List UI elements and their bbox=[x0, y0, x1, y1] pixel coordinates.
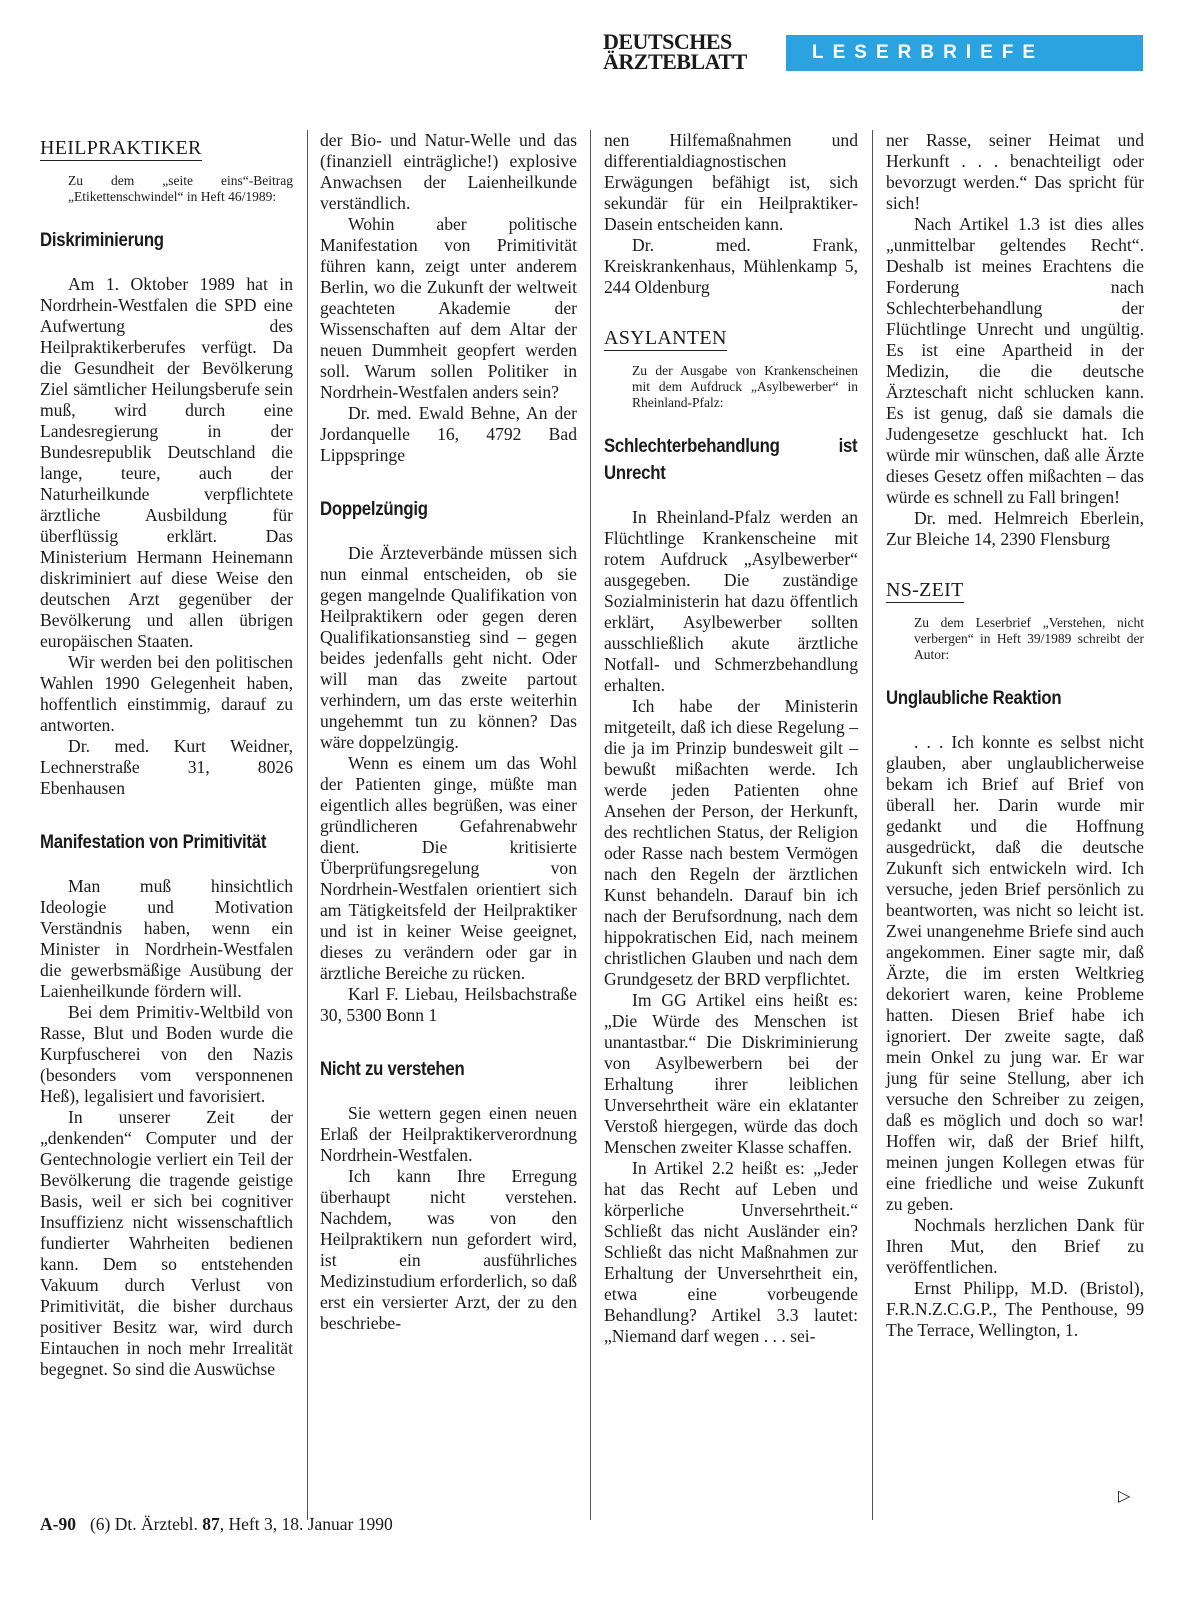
continue-arrow-icon: ▷ bbox=[1118, 1488, 1131, 1505]
letter-paragraph: Wohin aber politische Manifestation von Primitivität führen kann, zeigt unter anderem Berlin, wo die Zukunft der weltweit geachteten Akademie der Wissenschaften auf dem Altar der neuen Dummheit geopfert werden soll. Warum sollen Politiker in Nordrhein-Westfalen anders sein? bbox=[320, 214, 577, 402]
topic-intro: Zu dem Leserbrief „Verstehen, nicht verbergen“ in Heft 39/1989 schreibt der Autor: bbox=[914, 615, 1144, 662]
letter-headline: Schlechterbehandlung ist Unrecht bbox=[604, 435, 858, 484]
letter-paragraph: Wenn es einem um das Wohl der Patienten ginge, müßte man eigentlich alles begrüßen, was einer gründlicheren Gefahrenabwehr dient. Die kritisierte Überprüfungsregelung von Nordrhein-Westfalen orientiert sich am Tätigkeitsfeld der Heilpraktiker und ist in keiner Weise geeignet, dieses zu verändern oder gar in ärztliche Bereiche zu rücken. bbox=[320, 753, 577, 983]
letter-paragraph: Sie wettern gegen einen neuen Erlaß der Heilpraktikerverordnung Nordrhein-Westfalen. bbox=[320, 1103, 577, 1165]
masthead-line2: ÄRZTEBLATT bbox=[603, 49, 747, 74]
letter-paragraph: Im GG Artikel eins heißt es: „Die Würde des Menschen ist unantastbar.“ Die Diskriminierung von Asylbewerbern bei der Erhaltung ihrer leiblichen Unversehrtheit wäre ein eklatanter Verstoß hiergegen, würde das doch Menschen zweiter Klasse schaffen. bbox=[604, 990, 858, 1157]
letter-paragraph: Ich habe der Ministerin mitgeteilt, daß ich diese Regelung – die ja im Prinzip bundesweit gilt – bewußt mißachten werde. Ich werde jeden Patienten ohne Ansehen der Person, der Herkunft, des rechtlichen Status, der Religion oder Rasse nach bestem Vermögen nach den Regeln der ärztlichen Kunst behandeln. Darauf bin ich nach der Berufsordnung, nach dem hippokratischen Eid, nach meinem christlichen Glauben und nach dem Grundgesetz der BRD verpflichtet. bbox=[604, 696, 858, 989]
footer-citation: (6) Dt. Ärztebl. bbox=[89, 1514, 198, 1534]
letter-paragraph: Wir werden bei den politischen Wahlen 1990 Gelegenheit haben, hoffentlich einstimmig, darauf zu antworten. bbox=[40, 652, 293, 735]
letter-paragraph: Am 1. Oktober 1989 hat in Nordrhein-Westfalen die SPD eine Aufwertung des Heilpraktikerberufes verfügt. Da die Gesundheit der Bevölkerung Ziel sämtlicher Heilungsberufe sein muß, wird durch eine Landesregierung in der Bundesrepublik Deutschland die lange, teure, auch der Naturheilkunde verpflichtete ärztliche Ausbildung für überflüssig erklärt. Das Ministerium Hermann Heinemann diskriminiert auf diese Weise den deutschen Arzt gegenüber der Bevölkerung und allen übrigen europäischen Staaten. bbox=[40, 274, 293, 651]
letter-signature: Dr. med. Ewald Behne, An der Jordanquelle 16, 4792 Bad Lippspringe bbox=[320, 403, 577, 465]
letter-paragraph: nen Hilfemaßnahmen und differentialdiagnostischen Erwägungen befähigt ist, sich sekundär für ein Heilpraktiker-Dasein entscheiden kann. bbox=[604, 130, 858, 234]
column-divider bbox=[872, 130, 873, 1520]
journal-masthead bbox=[603, 29, 778, 74]
column-4 bbox=[886, 130, 1144, 1341]
column-3 bbox=[604, 130, 858, 1347]
letter-signature: Dr. med. Frank, Kreiskrankenhaus, Mühlenkamp 5, 244 Oldenburg bbox=[604, 235, 858, 297]
letter-headline: Manifestation von Primitivität bbox=[40, 831, 267, 853]
letter-headline: Doppelzüngig bbox=[320, 498, 428, 520]
letter-signature: Ernst Philipp, M.D. (Bristol), F.R.N.Z.C.G.P., The Penthouse, 99 The Terrace, Wellington, 1. bbox=[886, 1278, 1144, 1340]
topic-heading: NS-ZEIT bbox=[886, 579, 964, 601]
topic-intro: Zu der Ausgabe von Krankenscheinen mit dem Aufdruck „Asylbewerber“ in Rheinland-Pfalz: bbox=[632, 363, 858, 410]
letter-headline: Unglaubliche Reaktion bbox=[886, 687, 1062, 709]
letter-paragraph: In Rheinland-Pfalz werden an Flüchtlinge Krankenscheine mit rotem Aufdruck „Asylbewerber“ ausgegeben. Die zuständige Sozialministerin hat dazu öffentlich erklärt, Asylbewerber sollten ausschließlich akute ärztliche Notfall- und Schmerzbehandlung erhalten. bbox=[604, 507, 858, 695]
letter-paragraph: In Artikel 2.2 heißt es: „Jeder hat das Recht auf Leben und körperliche Unversehrtheit.“ Schließt das nicht Ausländer ein? Schließt das nicht Maßnahmen zur Erhaltung der Unversehrtheit ein, etwa eine vorbeugende Behandlung? Artikel 3.3 lautet: „Niemand darf wegen . . . sei- bbox=[604, 1158, 858, 1346]
letter-paragraph: . . . Ich konnte es selbst nicht glauben, aber unglaublicherweise bekam ich Brief auf Brief von überall her. Darin wurde mir gedankt und die Hoffnung ausgedrückt, daß die deutsche Zukunft sich entwickeln wird. Ich versuche, jeden Brief persönlich zu beantworten, was nicht so leicht ist. Zwei unangenehme Briefe sind auch angekommen. Einer sagte mir, daß Ärzte, die im ersten Weltkrieg dekoriert waren, keine Probleme hatten. Diesen Brief habe ich ignoriert. Der zweite sagte, daß mein Onkel zu jung war. Er war jung für seine Stellung, aber ich versuche den Schreiber zu zeigen, daß es möglich und doch so war! Hoffen wir, daß der Brief hilft, meinen jungen Kollegen etwas für eine friedliche und weise Zukunft zu geben. bbox=[886, 732, 1144, 1214]
topic-heading: ASYLANTEN bbox=[604, 327, 727, 349]
letter-paragraph: Nochmals herzlichen Dank für Ihren Mut, den Brief zu veröffentlichen. bbox=[886, 1215, 1144, 1277]
letter-paragraph: Nach Artikel 1.3 ist dies alles „unmittelbar geltendes Recht“. Deshalb ist meines Erachtens die Forderung nach Schlechterbehandlung der Flüchtlinge Unrecht und ungültig. Es ist eine Apartheid in der Medizin, die die deutsche Ärzteschaft nicht schlucken kann. Es ist genug, daß sie damals die Judengesetze geschluckt hat. Ich würde mir wünschen, daß alle Ärzte dieses Gesetz offen mißachten – das würde es schnell zu Fall bringen! bbox=[886, 214, 1144, 507]
letter-signature: Karl F. Liebau, Heilsbachstraße 30, 5300 Bonn 1 bbox=[320, 984, 577, 1025]
page-number: A-90 bbox=[40, 1514, 76, 1534]
section-banner: LESERBRIEFE bbox=[786, 35, 1143, 71]
page-footer bbox=[40, 1514, 393, 1535]
column-2 bbox=[320, 130, 577, 1334]
letter-paragraph: der Bio- und Natur-Welle und das (finanziell einträgliche!) explosive Anwachsen der Laienheilkunde verständlich. bbox=[320, 130, 577, 213]
topic-heading: HEILPRAKTIKER bbox=[40, 137, 202, 159]
letter-paragraph: ner Rasse, seiner Heimat und Herkunft . . . benachteiligt oder bevorzugt werden.“ Das spricht für sich! bbox=[886, 130, 1144, 213]
column-divider bbox=[307, 130, 308, 1520]
letter-headline: Nicht zu verstehen bbox=[320, 1058, 465, 1080]
letter-paragraph: Die Ärzteverbände müssen sich nun einmal entscheiden, ob sie gegen mangelnde Qualifikation von Heilpraktikern oder gegen deren Qualifikationsanstieg sind – gegen beides jedenfalls geht nicht. Oder will man das zweite partout verhindern, um das erste weiterhin ungehemmt tun zu können? Das wäre doppelzüngig. bbox=[320, 543, 577, 752]
masthead-line1: DEUTSCHES bbox=[603, 29, 732, 54]
letter-headline: Diskriminierung bbox=[40, 229, 164, 251]
column-divider bbox=[590, 130, 591, 1520]
column-1 bbox=[40, 130, 293, 1380]
letter-paragraph: Man muß hinsichtlich Ideologie und Motivation Verständnis haben, wenn ein Minister in Nordrhein-Westfalen die gewerbsmäßige Ausübung der Laienheilkunde fördern will. bbox=[40, 876, 293, 1001]
footer-volume: 87 bbox=[202, 1514, 220, 1534]
letter-paragraph: Bei dem Primitiv-Weltbild von Rasse, Blut und Boden wurde die Kurpfuscherei von den Nazis (besonders vom versponnenen Heß), legalisiert und favorisiert. bbox=[40, 1002, 293, 1106]
letter-paragraph: Ich kann Ihre Erregung überhaupt nicht verstehen. Nachdem, was von den Heilpraktikern nun gefordert wird, ist ein ausführliches Medizinstudium erforderlich, so daß erst ein versierter Arzt, der zu den beschriebe- bbox=[320, 1166, 577, 1333]
topic-intro: Zu dem „seite eins“-Beitrag „Etikettenschwindel“ in Heft 46/1989: bbox=[68, 173, 293, 204]
letter-paragraph: In unserer Zeit der „denkenden“ Computer und der Gentechnologie verliert ein Teil der Bevölkerung die tragende geistige Basis, weil er sich bei cognitiver Insuffizienz nicht wissenschaftlich fundierter Wahrheiten bedienen kann. Dem so entstehenden Vakuum durch Verlust von Primitivität, die bisher durchaus positiver Besitz war, wird durch Eintauchen in noch mehr Irrealität begegnet. So sind die Auswüchse bbox=[40, 1107, 293, 1379]
letter-signature: Dr. med. Helmreich Eberlein, Zur Bleiche 14, 2390 Flensburg bbox=[886, 508, 1144, 549]
letter-signature: Dr. med. Kurt Weidner, Lechnerstraße 31, 8026 Ebenhausen bbox=[40, 736, 293, 798]
footer-issue: , Heft 3, 18. Januar 1990 bbox=[219, 1514, 393, 1534]
